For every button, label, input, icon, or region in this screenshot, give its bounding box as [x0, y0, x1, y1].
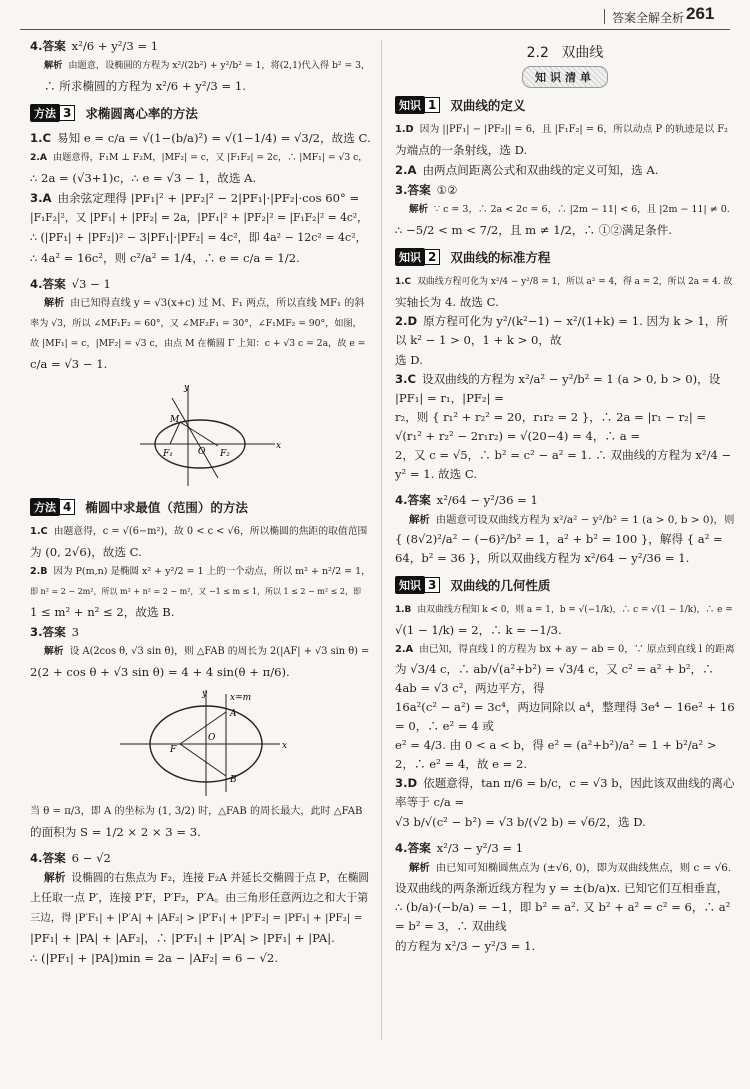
answer-line: 1.C 双曲线方程可化为 x²/4 − y²/8 = 1，所以 a² = 4，得 a = 2，所以 2a = 4. 故: [395, 277, 733, 287]
knowledge-tag: 知识: [395, 576, 425, 594]
ellipse-figure-1: [30, 378, 370, 490]
knowledge-title: 双曲线的定义: [450, 98, 526, 113]
knowledge-number: 2: [424, 249, 440, 265]
knowledge-1-heading: [395, 96, 735, 114]
knowledge-title: 双曲线的标准方程: [450, 250, 551, 265]
answer-line: 2.A 由两点间距离公式和双曲线的定义可知，选 A.: [395, 163, 659, 177]
method-4-heading: [30, 498, 370, 516]
axis-x-label: x: [276, 441, 282, 451]
answer-line: 16a²(c² − a²) = 3c⁴，两边同除以 a⁴，整理得 3e⁴ − 16e² + 16 = 0，∴ e² = 4 或: [395, 700, 735, 733]
analysis-line: 解析 设 A(2cos θ, √3 sin θ)，则 △FAB 的周长为 2(|AF| + √3 sin θ) =: [44, 646, 370, 657]
right-column: [395, 36, 735, 956]
point-f2-label: F₂: [220, 449, 230, 459]
line-xm-label: x=m: [230, 693, 252, 703]
method-number: 3: [59, 105, 75, 121]
ellipse-figure-2: [30, 686, 370, 798]
header-rule: [20, 29, 730, 30]
knowledge-title: 双曲线的几何性质: [450, 578, 551, 593]
chapter-heading: [395, 42, 735, 62]
chapter-number: 2.2: [526, 45, 549, 61]
answer-line: 4.答案 6 − √2: [30, 851, 111, 865]
page-header: [0, 0, 750, 34]
answer-line: 1.C 由题意得，c = √(6−m²)，故 0 < c < √6，所以椭圆的焦距的取值范围: [30, 526, 368, 537]
analysis-line: ∴ (|PF₁| + |PA|)min = 2a − |AF₂| = 6 − √2.: [30, 951, 278, 965]
answer-line: 1.C 易知 e = c/a = √(1−(b/a)²) = √(1−1/4) = √3/2，故选 C.: [30, 131, 371, 145]
analysis-line: 解析 设椭圆的右焦点为 F₂，连接 F₂A 并延长交椭圆于点 P，在椭圆: [44, 871, 370, 884]
analysis-line: 的方程为 x²/3 − y²/3 = 1.: [395, 939, 536, 953]
analysis-line: c/a = √3 − 1.: [30, 357, 108, 371]
analysis-line: 三边，得 |P′F₁| + |P′A| + |AF₂| > |P′F₁| + |P′F₂| = |PF₁| + |PF₂| =: [30, 912, 363, 924]
answer-line: r₂，则 { r₁² + r₂² = 20，r₁r₂ = 2 }，∴ 2a = |r₁ − r₂| = √(r₁² + r₂² − 2r₁r₂) = √(20−4) = 4，∴ a =: [395, 410, 707, 443]
header-title: 答案全解全析: [612, 11, 685, 25]
knowledge-number: 1: [424, 97, 440, 113]
analysis-line: ∴ 所求椭圆的方程为 x²/6 + y²/3 = 1.: [44, 79, 246, 93]
analysis-line: 解析 ∵ c = 3，∴ 2a < 2c = 6，∴ |2m − 11| < 6，且 |2m − 11| ≠ 0.: [409, 204, 730, 215]
left-column: [30, 36, 370, 968]
answer-line: 4.答案 x²/3 − y²/3 = 1: [395, 841, 524, 855]
analysis-line: 率为 √3，所以 ∠MF₁F₂ = 60°，又 ∠MF₂F₁ = 30°，∠F₁MF₂ = 90°，如图，: [30, 318, 362, 329]
origin-label: O: [198, 447, 206, 457]
axis-y-label: y: [202, 689, 208, 699]
analysis-line: 当 θ = π/3，即 A 的坐标为 (1, 3/2) 时，△FAB 的周长最大，此时 △FAB: [30, 806, 363, 817]
answer-line: 3.A 由余弦定理得 |PF₁|² + |PF₂|² − 2|PF₁|·|PF₂|·cos 60° =: [30, 191, 360, 205]
answer-line: e² = 4/3. 由 0 < a < b，得 e² = (a²+b²)/a² = 1 + b²/a² > 2，∴ e² = 4，故 e = 2.: [395, 738, 717, 771]
answer-line: 1.B 由双曲线方程知 k < 0，则 a = 1，b = √(−1/k)，∴ c = √(1 − 1/k)，∴ e =: [395, 605, 733, 615]
axis-x-label: x: [282, 741, 288, 751]
answer-line: 4.答案 √3 − 1: [30, 277, 111, 291]
knowledge-tag: 知识: [395, 248, 425, 266]
column-divider: [381, 40, 382, 1040]
analysis-line: 解析 由已知可知椭圆焦点为 (±√6, 0)，即为双曲线焦点，则 c = √6.: [409, 862, 732, 874]
answer-line: 2.A 由题意得，F₁M ⊥ F₂M，|MF₂| = c，又 |F₁F₂| = 2c，∴ |MF₁| = √3 c，: [30, 152, 368, 163]
analysis-line: 解析 由题意，设椭圆的方程为 x²/(2b²) + y²/b² = 1，将(2,1)代入得 b² = 3，: [44, 60, 371, 71]
answer-line: 1.D 因为 ||PF₁| − |PF₂|| = 6，且 |F₁F₂| = 6，所以动点 P 的轨迹是以 F₂: [395, 124, 728, 135]
knowledge-3-heading: [395, 576, 735, 594]
point-m-label: M: [170, 415, 180, 425]
answer-line: 为 √3/4 c，∴ ab/√(a²+b²) = √3/4 c，又 c² = a² + b²，∴ 4ab = √3 c²，两边平方，得: [395, 662, 714, 695]
point-a-label: A: [230, 709, 237, 719]
answer-line: ∴ (|PF₁| + |PF₂|)² − 3|PF₁|·|PF₂| = 4c²，即 4a² − 12c² = 4c²，: [30, 231, 367, 244]
analysis-line: 故 |MF₁| = c，|MF₂| = √3 c，由点 M 在椭圆 Γ 上知：c + √3 c = 2a，故 e =: [30, 338, 366, 349]
analysis-line: 2(2 + cos θ + √3 sin θ) = 4 + 4 sin(θ + π/6).: [30, 665, 290, 679]
answer-line: 3.D 依题意得，tan π/6 = b/c，c = √3 b，因此该双曲线的离心率等于 c/a =: [395, 776, 735, 809]
answer-line: 即 n² = 2 − 2m²，所以 m² + n² = 2 − m²，又 −1 ≤ m ≤ 1，所以 1 ≤ 2 − m² ≤ 2，即: [30, 587, 361, 596]
answer-line: ∴ 4a² = 16c²，则 c²/a² = 1/4，∴ e = c/a = 1/2.: [30, 251, 300, 265]
method-tag: 方法: [30, 498, 60, 516]
answer-line: 2.D 原方程可化为 y²/(k²−1) − x²/(1+k) = 1. 因为 k > 1，所以 k² − 1 > 0，1 + k > 0，故: [395, 314, 728, 347]
answer-line: √(1 − 1/k) = 2，∴ k = −1/3.: [395, 623, 562, 637]
analysis-line: ∴ (b/a)·(−b/a) = −1，即 b² = a². 又 b² + a² = c² = 6，∴ a² = b² = 3，∴ 双曲线: [395, 900, 731, 933]
banner-label: 知识清单: [522, 66, 608, 88]
answer-line: 3.答案 ①②: [395, 183, 458, 197]
point-f-label: F: [170, 745, 177, 755]
axis-y-label: y: [184, 383, 190, 393]
answer-line: 3.答案 3: [30, 625, 80, 639]
analysis-line: { (8√2)²/a² − (−6)²/b² = 1，a² + b² = 100 }，解得 { a² = 64，b² = 36 }，所以双曲线方程为 x²/64 − y²/36 = 1.: [395, 532, 723, 565]
knowledge-2-heading: [395, 248, 735, 266]
knowledge-list-banner: [395, 66, 735, 88]
method-title: 求椭圆离心率的方法: [85, 106, 198, 121]
point-b-label: B: [230, 775, 237, 785]
analysis-line: |PF₁| + |PA| + |AF₂|，∴ |P′F₁| + |P′A| > |PF₁| + |PA|.: [30, 931, 335, 945]
method-3-heading: [30, 104, 370, 122]
analysis-line: 设双曲线的两条渐近线方程为 y = ±(b/a)x. 已知它们互相垂直，: [395, 881, 729, 895]
answer-line: √3 b/√(c² − b²) = √3 b/(√2 b) = √6/2，选 D.: [395, 815, 646, 829]
answer-line: 3.C 设双曲线的方程为 x²/a² − y²/b² = 1 (a > 0, b > 0)，设 |PF₁| = r₁，|PF₂| =: [395, 372, 721, 405]
page-number: 261: [686, 4, 715, 23]
knowledge-number: 3: [424, 577, 440, 593]
point-f1-label: F₁: [163, 449, 173, 459]
method-number: 4: [59, 499, 75, 515]
answer-line: 2.B 因为 P(m,n) 是椭圆 x² + y²/2 = 1 上的一个动点，所以 m² + n²/2 = 1，: [30, 566, 371, 577]
header-separator: [604, 9, 605, 24]
answer-line: |F₁F₂|²，又 |PF₁| + |PF₂| = 2a，|PF₁|² + |PF₂|² = |F₁F₂|² = 4c²，: [30, 211, 368, 224]
analysis-line: 解析 由题意可设双曲线方程为 x²/a² − y²/b² = 1 (a > 0, b > 0)，则: [409, 514, 735, 526]
answer-line: 实轴长为 4. 故选 C.: [395, 295, 499, 309]
answer-line: 4.答案 x²/6 + y²/3 = 1: [30, 39, 159, 53]
answer-line: 2，又 c = √5，∴ b² = c² − a² = 1. ∴ 双曲线的方程为 x²/4 − y² = 1. 故选 C.: [395, 448, 732, 481]
analysis-line: 的面积为 S = 1/2 × 2 × 3 = 3.: [30, 825, 201, 839]
analysis-line: 上任取一点 P′，连接 P′F，P′F₂，P′A。由三角形任意两边之和大于第: [30, 891, 369, 904]
answer-line: 4.答案 x²/64 − y²/36 = 1: [395, 493, 538, 507]
analysis-line: 解析 由已知得直线 y = √3(x+c) 过 M、F₁ 两点，所以直线 MF₁ 的斜: [44, 298, 365, 309]
answer-line: 为端点的一条射线，选 D.: [395, 143, 528, 157]
method-title: 椭圆中求最值（范围）的方法: [85, 500, 248, 515]
chapter-title: 双曲线: [561, 45, 604, 61]
analysis-line: ∴ −5/2 < m < 7/2，且 m ≠ 1/2，∴ ①②满足条件.: [395, 223, 672, 237]
answer-line: ∴ 2a = (√3+1)c，∴ e = √3 − 1，故选 A.: [30, 171, 257, 185]
knowledge-tag: 知识: [395, 96, 425, 114]
answer-line: 选 D.: [395, 353, 423, 367]
answer-line: 1 ≤ m² + n² ≤ 2，故选 B.: [30, 605, 175, 619]
answer-line: 2.A 由已知，得直线 l 的方程为 bx + ay − ab = 0，∵ 原点到直线 l 的距离: [395, 644, 735, 655]
origin-label: O: [208, 733, 216, 743]
method-tag: 方法: [30, 104, 60, 122]
answer-line: 为 (0, 2√6)，故选 C.: [30, 545, 142, 559]
